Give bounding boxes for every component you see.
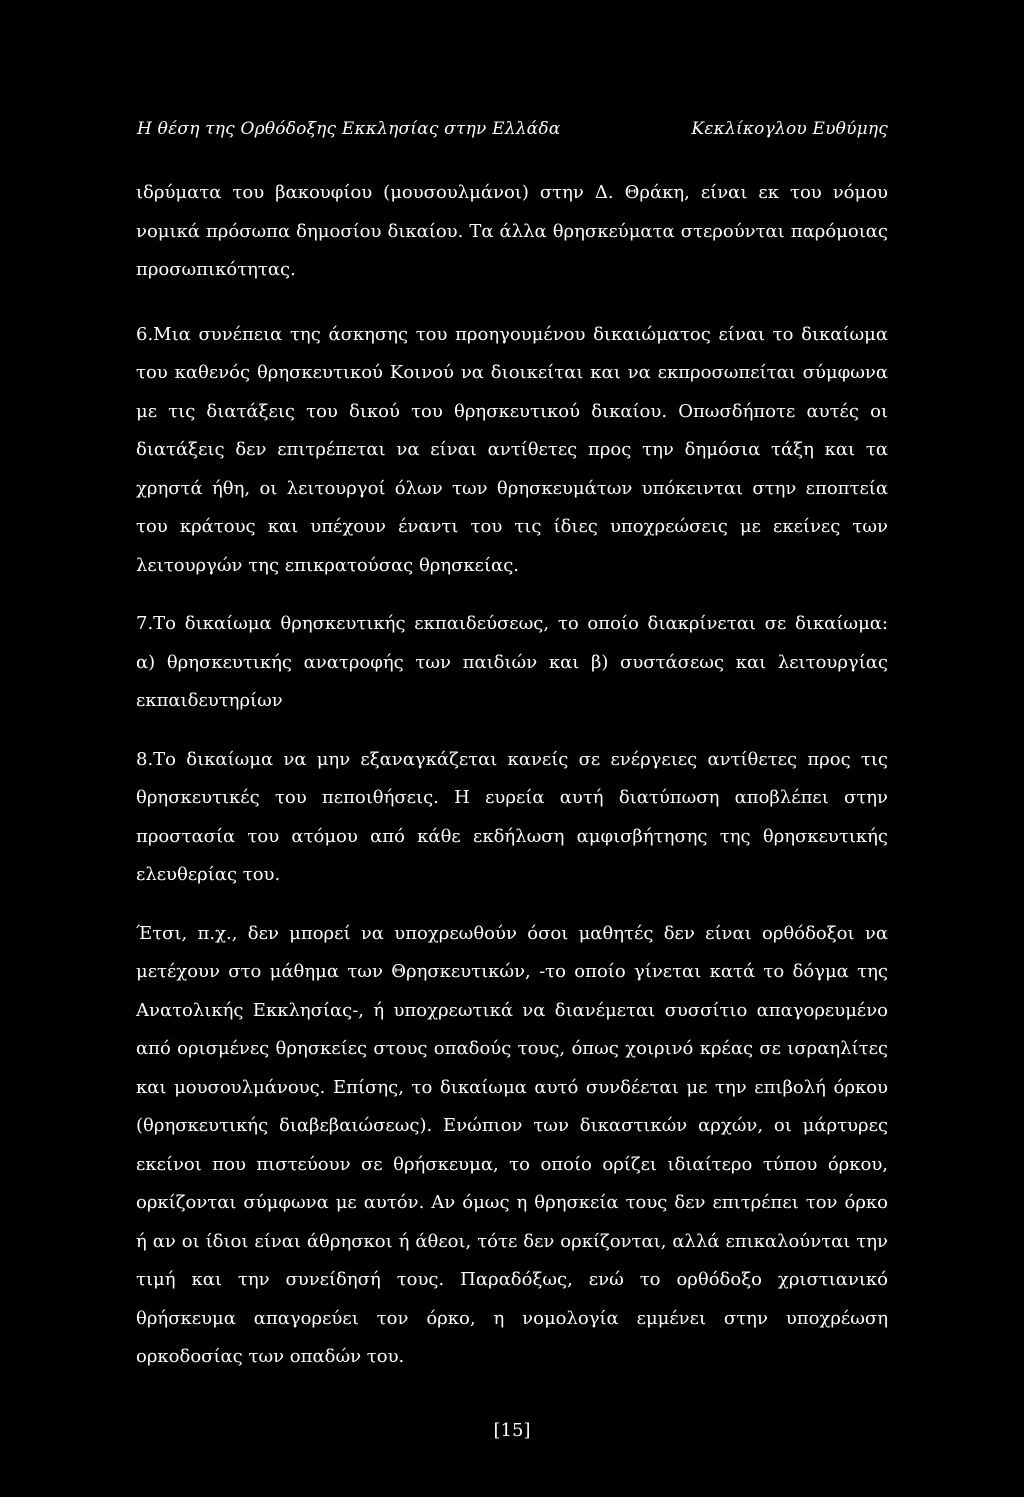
paragraph-examples: Έτσι, π.χ., δεν μπορεί να υποχρεωθούν όσοι μαθητές δεν είναι ορθόδοξοι να μετέχουν στο μάθημα των Θρησκευτικών, -το οποίο γίνεται κατά το δόγμα της Ανατολικής Εκκλησίας-, ή υποχρεωτικά να διανέμεται συσσίτιο απαγορευμένο από ορισμένες θρησκείες στους οπαδούς τους, όπως χοιρινό κρέας σε ισραηλίτες και μουσουλμάνους. Επίσης, το δικαίωμα αυτό συνδέεται με την επιβολή όρκου (θρησκευτικής διαβεβαιώσεως). Ενώπιον των δικαστικών αρχών, οι μάρτυρες εκείνοι που πιστεύουν σε θρήσκευμα, το οποίο ορίζει ιδιαίτερο τύπου όρκου, ορκίζονται σύμφωνα με αυτόν. Αν όμως η θρησκεία τους δεν επιτρέπει τον όρκο ή αν οι ίδιοι είναι άθρησκοι ή άθεοι, τότε δεν ορκίζονται, αλλά επικαλούνται την τιμή και την συνείδησή τους. Παραδόξως, ενώ το ορθόδοξο χριστιανικό θρήσκευμα απαγορεύει τον όρκο, η νομολογία εμμένει στην υποχρέωση ορκοδοσίας των οπαδών του. [136,922,888,1367]
paragraph-item-8: 8.Το δικαίωμα να μην εξαναγκάζεται κανείς σε ενέργειες αντίθετες προς τις θρησκευτικές του πεποιθήσεις. Η ευρεία αυτή διατύπωση αποβλέπει στην προστασία του ατόμου από κάθε εκδήλωση αμφισβήτησης της θρησκευτικής ελευθερίας του. [136,748,888,885]
running-header-title: Η θέση της Ορθόδοξης Εκκλησίας στην Ελλάδα [137,119,561,139]
running-header-author: Κεκλίκογλου Ευθύμης [691,119,888,139]
page-number: [15] [493,1420,531,1441]
paragraph-continuation: ιδρύματα του βακουφίου (μουσουλμάνοι) στην Δ. Θράκη, είναι εκ του νόμου νομικά πρόσωπα δημοσίου δικαίου. Τα άλλα θρησκεύματα στερούνται παρόμοιας προσωπικότητας. [136,182,888,280]
paragraph-item-6: 6.Μια συνέπεια της άσκησης του προηγουμένου δικαιώματος είναι το δικαίωμα του καθενός θρησκευτικού Κοινού να διοικείται και να εκπροσωπείται σύμφωνα με τις διατάξεις του δικού του θρησκευτικού δικαίου. Οπωσδήποτε αυτές οι διατάξεις δεν επιτρέπεται να είναι αντίθετες προς την δημόσια τάξη και τα χρηστά ήθη, οι λειτουργοί όλων των θρησκευμάτων υπόκεινται στην εποπτεία του κράτους και υπέχουν έναντι του τις ίδιες υποχρεώσεις με εκείνες των λειτουργών της επικρατούσας θρησκείας. [136,323,888,576]
page-body [136,174,888,1377]
paragraph-item-7: 7.Το δικαίωμα θρησκευτικής εκπαιδεύσεως, το οποίο διακρίνεται σε δικαίωμα: α) θρησκευτικής ανατροφής των παιδιών και β) συστάσεως και λειτουργίας εκπαιδευτηρίων [136,613,888,711]
